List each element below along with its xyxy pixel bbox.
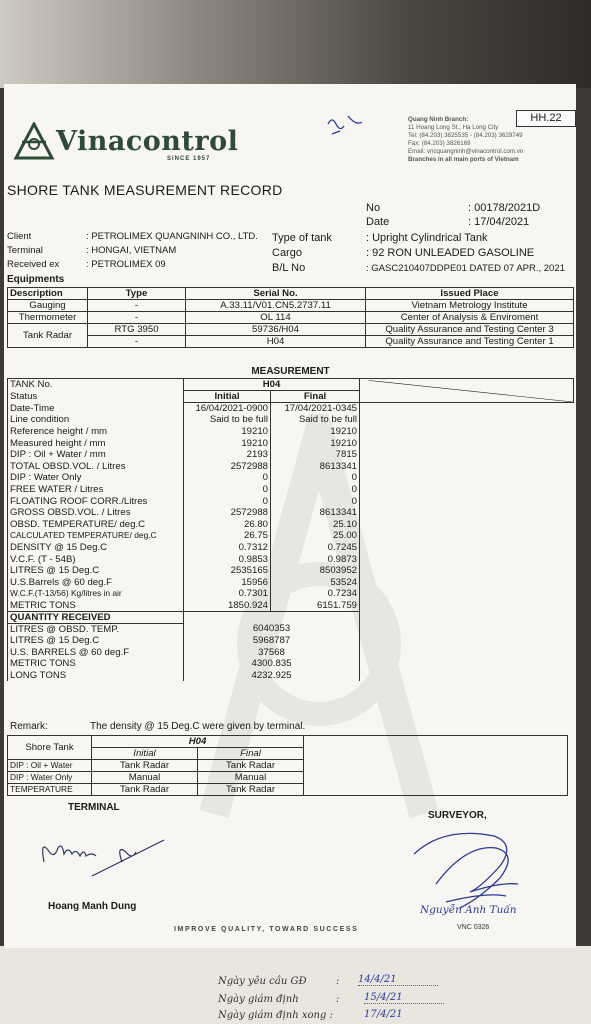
slip-value: 17/4/21 — [364, 1009, 403, 1020]
measurement-initial-value: 26.80 — [184, 518, 271, 530]
quantity-row-label: LONG TONS — [8, 670, 184, 682]
measurement-row-label: DIP : Oil + Water / mm — [8, 449, 184, 461]
measurement-row-label: CALCULATED TEMPERATURE/ deg.C — [8, 530, 184, 542]
shore-tank-table — [7, 735, 568, 796]
form-code-box: HH.22 — [516, 110, 576, 127]
shore-final-header: Final — [198, 748, 304, 760]
equip-cell: Gauging — [8, 300, 88, 312]
quantity-row-value: 5968787 — [184, 635, 360, 647]
measurement-row-label: DIP : Water Only — [8, 472, 184, 484]
equip-header-issued-place: Issued Place — [366, 288, 574, 300]
measurement-initial-value: 2535165 — [184, 565, 271, 577]
cargo-value: : 92 RON UNLEADED GASOLINE — [366, 247, 535, 259]
table-row — [8, 670, 574, 682]
table-row — [8, 414, 574, 426]
vinacontrol-logo-icon — [12, 122, 56, 160]
received-label: Received ex — [7, 259, 60, 270]
client-value: : PETROLIMEX QUANGNINH CO., LTD. — [86, 231, 258, 242]
slip-label: Ngày giám định — [218, 994, 299, 1005]
measurement-row-label: Reference height / mm — [8, 426, 184, 438]
shore-tank-blank — [304, 736, 568, 796]
table-row — [8, 472, 574, 484]
measurement-initial-value: 1850.924 — [184, 600, 271, 612]
table-row — [8, 576, 574, 588]
measurement-final-value: 0.9873 — [271, 553, 360, 565]
table-row — [8, 542, 574, 554]
measurement-row-label: Line condition — [8, 414, 184, 426]
equip-cell: Tank Radar — [8, 324, 88, 348]
measurement-initial-value: 0.9853 — [184, 553, 271, 565]
branch-address: 11 Hoang Long St., Ha Long City — [408, 124, 499, 131]
branch-note: Branches in all main ports of Vietnam — [408, 156, 519, 163]
measurement-final-value: 0 — [271, 484, 360, 496]
bl-value: : GASC210407DDPE01 DATED 07 APR., 2021 — [366, 263, 565, 274]
measurement-initial-value: 15956 — [184, 576, 271, 588]
table-row — [8, 530, 574, 542]
quantity-rows — [8, 623, 574, 681]
measurement-row-label: GROSS OBSD.VOL. / Litres — [8, 507, 184, 519]
measurement-row-label: DENSITY @ 15 Deg.C — [8, 542, 184, 554]
measurement-initial-value: 26.75 — [184, 530, 271, 542]
cross-out-line-icon — [360, 379, 573, 402]
tank-no-value: H04 — [184, 379, 360, 391]
measurement-final-value: 7815 — [271, 449, 360, 461]
measurement-row-label: FLOATING ROOF CORR./Litres — [8, 495, 184, 507]
tank-type-value: : Upright Cylindrical Tank — [366, 232, 488, 244]
measurement-initial-value: 2572988 — [184, 460, 271, 472]
measurement-final-value: 8503952 — [271, 565, 360, 577]
measurement-initial-value: Said to be full — [184, 414, 271, 426]
measurement-initial-value: 0 — [184, 472, 271, 484]
equip-cell: 59736/H04 — [186, 324, 366, 336]
date-value: : 17/04/2021 — [468, 216, 530, 228]
slip-value: 14/4/21 — [358, 974, 438, 986]
table-row — [8, 658, 574, 670]
table-row — [8, 449, 574, 461]
equipments-table — [7, 287, 574, 348]
table-row — [8, 553, 574, 565]
background-top — [0, 0, 591, 88]
table-row — [8, 623, 574, 635]
terminal-value: : HONGAI, VIETNAM — [86, 245, 177, 256]
date-label: Date — [366, 216, 390, 228]
measurement-row-label: FREE WATER / Litres — [8, 484, 184, 496]
measurement-final-value: Said to be full — [271, 414, 360, 426]
logo-since: SINCE 1957 — [167, 156, 211, 162]
terminal-label: Terminal — [7, 245, 43, 256]
shore-tank-no: H04 — [92, 736, 304, 748]
measurement-initial-value: 16/04/2021-0900 — [184, 403, 271, 415]
equip-header-description: Description — [8, 288, 88, 300]
slip-row-completion-date — [218, 1009, 403, 1021]
equip-cell: Center of Analysis & Enviroment — [366, 312, 574, 324]
table-row — [8, 635, 574, 647]
slip-row-request-date — [218, 974, 397, 987]
final-header: Final — [271, 391, 360, 403]
shore-row-label: DIP : Water Only — [8, 772, 92, 784]
slip-colon: : — [336, 976, 340, 987]
equip-cell: - — [88, 300, 186, 312]
shore-row-label: TEMPERATURE — [8, 784, 92, 796]
table-row — [8, 300, 574, 312]
tank-type-label: Type of tank — [272, 232, 332, 244]
surveyor-sign-label: SURVEYOR, — [428, 810, 487, 821]
table-row — [8, 565, 574, 577]
measurement-final-value: 6151.759 — [271, 600, 360, 612]
equip-cell: OL 114 — [186, 312, 366, 324]
quantity-row-label: LITRES @ 15 Deg.C — [8, 635, 184, 647]
shore-row-label: DIP : Oil + Water — [8, 760, 92, 772]
measurement-final-value: 19210 — [271, 426, 360, 438]
equip-cell: RTG 3950 — [88, 324, 186, 336]
branch-tel: Tel: (84.203) 3825535 - (84.203) 3629749 — [408, 132, 523, 139]
equip-header-type: Type — [88, 288, 186, 300]
blank-crossed-column — [360, 379, 574, 403]
measurement-final-value: 8613341 — [271, 507, 360, 519]
tank-no-row — [8, 379, 574, 391]
bl-label: B/L No — [272, 262, 306, 274]
terminal-signature-icon — [32, 832, 172, 882]
equipments-header-row — [8, 288, 574, 300]
surveyor-signer-name: Nguyễn Anh Tuấn — [420, 904, 517, 916]
terminal-signer-name: Hoang Manh Dung — [48, 901, 137, 912]
equip-cell: H04 — [186, 336, 366, 348]
table-row — [8, 437, 574, 449]
shore-row-initial: Tank Radar — [92, 760, 198, 772]
shore-row-final: Tank Radar — [198, 760, 304, 772]
table-row — [8, 484, 574, 496]
quantity-row-value: 37568 — [184, 646, 360, 658]
measurement-row-label: Measured height / mm — [8, 437, 184, 449]
measurement-final-value: 17/04/2021-0345 — [271, 403, 360, 415]
measurement-final-value: 0 — [271, 495, 360, 507]
table-row — [8, 646, 574, 658]
branch-name: Quang Ninh Branch: — [408, 116, 469, 123]
quantity-header-row — [8, 611, 574, 623]
document-page — [4, 84, 576, 948]
table-row — [8, 600, 574, 612]
branch-fax: Fax: (84.203) 3826169 — [408, 140, 471, 147]
equip-cell: - — [88, 312, 186, 324]
measurement-initial-value: 0.7301 — [184, 588, 271, 600]
slip-colon: : — [336, 994, 340, 1005]
measurement-row-label: U.S.Barrels @ 60 deg.F — [8, 576, 184, 588]
slip-label: Ngày giám định xong : — [218, 1010, 333, 1021]
measurement-final-value: 53524 — [271, 576, 360, 588]
measurement-final-value: 0 — [271, 472, 360, 484]
shore-tank-label: Shore Tank — [8, 736, 92, 760]
slip-value: 15/4/21 — [364, 992, 444, 1004]
table-row — [8, 518, 574, 530]
surveyor-code: VNC 0326 — [457, 924, 490, 931]
measurement-final-value: 25.10 — [271, 518, 360, 530]
measurement-row-label: V.C.F. (T - 54B) — [8, 553, 184, 565]
measurement-row-label: W.C.F.(T-13/56) Kg/litres in air — [8, 588, 184, 600]
document-title: SHORE TANK MEASUREMENT RECORD — [7, 182, 283, 198]
table-row — [8, 426, 574, 438]
initial-header: Initial — [184, 391, 271, 403]
slogan-text: IMPROVE QUALITY, TOWARD SUCCESS — [174, 926, 359, 933]
measurement-rows — [8, 403, 574, 612]
status-label: Status — [8, 391, 184, 403]
handwritten-mark-icon — [322, 110, 382, 140]
measurement-table — [7, 378, 574, 681]
branch-contact-block — [408, 116, 523, 164]
shore-row-initial: Tank Radar — [92, 784, 198, 796]
measurement-row-label: OBSD. TEMPERATURE/ deg.C — [8, 518, 184, 530]
logo-text: Vinacontrol — [56, 126, 239, 157]
cargo-label: Cargo — [272, 247, 302, 259]
branch-email: Email: vncquangninh@vinacontrol.com.vn — [408, 148, 524, 155]
tank-no-label: TANK No. — [8, 379, 184, 391]
measurement-heading: MEASUREMENT — [251, 366, 330, 377]
measurement-initial-value: 0.7312 — [184, 542, 271, 554]
measurement-row-label: LITRES @ 15 Deg.C — [8, 565, 184, 577]
measurement-final-value: 0.7234 — [271, 588, 360, 600]
shore-tank-header-row — [8, 736, 568, 748]
slip-row-survey-date — [218, 992, 403, 1005]
table-row — [8, 312, 574, 324]
shore-row-final: Tank Radar — [198, 784, 304, 796]
measurement-initial-value: 2572988 — [184, 507, 271, 519]
quantity-label: QUANTITY RECEIVED — [8, 611, 184, 623]
measurement-initial-value: 19210 — [184, 437, 271, 449]
equip-cell: A.33.11/V01.CN5.2737.11 — [186, 300, 366, 312]
measurement-row-label: Date-Time — [8, 403, 184, 415]
equip-cell: Thermometer — [8, 312, 88, 324]
no-label: No — [366, 202, 381, 214]
equip-header-serial: Serial No. — [186, 288, 366, 300]
equip-cell: Quality Assurance and Testing Center 1 — [366, 336, 574, 348]
equip-cell: Quality Assurance and Testing Center 3 — [366, 324, 574, 336]
measurement-final-value: 8613341 — [271, 460, 360, 472]
quantity-row-value: 4232.925 — [184, 670, 360, 682]
quantity-row-value: 4300.835 — [184, 658, 360, 670]
received-value: : PETROLIMEX 09 — [86, 259, 166, 270]
equip-cell: Vietnam Metrology Institute — [366, 300, 574, 312]
shore-initial-header: Initial — [92, 748, 198, 760]
measurement-row-label: METRIC TONS — [8, 600, 184, 612]
slip-label: Ngày yêu cầu GĐ — [218, 976, 307, 987]
table-row — [8, 460, 574, 472]
table-row — [8, 324, 574, 336]
no-value: : 00178/2021D — [468, 202, 541, 214]
remark-label: Remark: — [10, 721, 48, 732]
measurement-initial-value: 0 — [184, 484, 271, 496]
table-row — [8, 403, 574, 415]
quantity-row-label: LITRES @ OBSD. TEMP. — [8, 623, 184, 635]
measurement-final-value: 0.7245 — [271, 542, 360, 554]
quantity-row-label: METRIC TONS — [8, 658, 184, 670]
measurement-final-value: 25.00 — [271, 530, 360, 542]
measurement-initial-value: 2193 — [184, 449, 271, 461]
table-row — [8, 588, 574, 600]
measurement-final-value: 19210 — [271, 437, 360, 449]
table-row — [8, 495, 574, 507]
quantity-blank — [184, 611, 360, 623]
equipments-label: Equipments — [7, 274, 65, 285]
terminal-sign-label: TERMINAL — [68, 802, 120, 813]
client-label: Client — [7, 231, 32, 242]
quantity-row-label: U.S. BARRELS @ 60 deg.F — [8, 646, 184, 658]
table-row — [8, 336, 574, 348]
remark-value: The density @ 15 Deg.C were given by terminal. — [90, 721, 306, 732]
measurement-initial-value: 19210 — [184, 426, 271, 438]
quantity-row-value: 6040353 — [184, 623, 360, 635]
equip-cell: - — [88, 336, 186, 348]
table-row — [8, 507, 574, 519]
shore-row-final: Manual — [198, 772, 304, 784]
shore-row-initial: Manual — [92, 772, 198, 784]
measurement-row-label: TOTAL OBSD.VOL. / Litres — [8, 460, 184, 472]
measurement-initial-value: 0 — [184, 495, 271, 507]
